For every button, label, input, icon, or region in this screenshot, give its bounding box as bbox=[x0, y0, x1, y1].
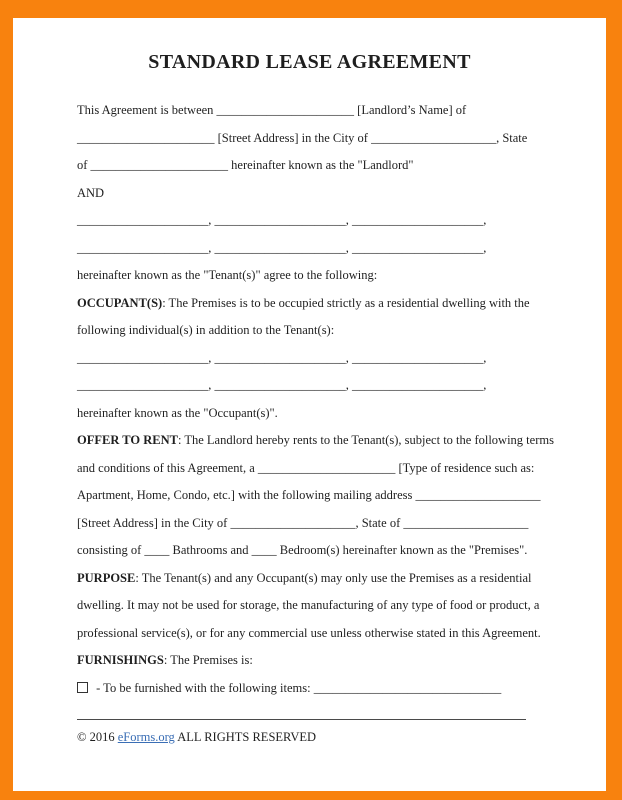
document-body bbox=[77, 97, 554, 702]
purpose-line-2: dwelling. It may not be used for storage, the manufacturing of any type of food or product, a bbox=[77, 598, 540, 612]
footer-divider bbox=[77, 719, 526, 720]
furnishings-option-label: - To be furnished with the following items: bbox=[93, 680, 314, 695]
furnishings-option-line bbox=[77, 675, 526, 703]
tenant-blanks-row-2: _____________________, _____________________, _____________________, bbox=[77, 240, 487, 255]
parties-line-2: ______________________ [Street Address] in the City of ____________________, State bbox=[77, 130, 528, 145]
document-page bbox=[13, 18, 606, 791]
offer-to-rent-line-2: and conditions of this Agreement, a ______________________ [Type of residence such as: bbox=[77, 460, 535, 475]
furnished-checkbox[interactable] bbox=[77, 682, 88, 693]
eforms-link[interactable]: eForms.org bbox=[117, 730, 175, 744]
occupants-heading-line: OCCUPANT(S): The Premises is to be occupied strictly as a residential dwelling with the bbox=[77, 295, 530, 310]
premises-line: consisting of ____ Bathrooms and ____ Bedroom(s) hereinafter known as the "Premises". bbox=[77, 543, 528, 557]
offer-to-rent-line-4: [Street Address] in the City of ____________________, State of ____________________ bbox=[77, 515, 529, 530]
offer-to-rent-heading-line: OFFER TO RENT: The Landlord hereby rents to the Tenant(s), subject to the following terms bbox=[77, 433, 554, 447]
purpose-line-3: professional service(s), or for any commercial use unless otherwise stated in this Agreement. bbox=[77, 625, 541, 640]
offer-to-rent-line-3: Apartment, Home, Condo, etc.] with the following mailing address ____________________ bbox=[77, 488, 541, 502]
occupant-clause-line: hereinafter known as the "Occupant(s)". bbox=[77, 405, 278, 420]
document-title: STANDARD LEASE AGREEMENT bbox=[148, 51, 471, 73]
parties-line-1: This Agreement is between ______________________ [Landlord’s Name] of bbox=[77, 103, 467, 117]
furnishings-items-blank: ______________________________ bbox=[313, 680, 502, 695]
parties-line-3: of ______________________ hereinafter known as the "Landlord" bbox=[77, 158, 414, 172]
tenant-clause-line: hereinafter known as the "Tenant(s)" agree to the following: bbox=[77, 268, 378, 282]
copyright-prefix: © 2016 bbox=[77, 730, 118, 744]
purpose-heading-line: PURPOSE: The Tenant(s) and any Occupant(s) may only use the Premises as a residential bbox=[77, 570, 532, 585]
and-separator: AND bbox=[77, 185, 105, 200]
copyright-suffix: ALL RIGHTS RESERVED bbox=[174, 730, 317, 744]
tenant-blanks-row-1: _____________________, _____________________, _____________________, bbox=[77, 213, 487, 227]
occupant-blanks-row-1: _____________________, _____________________, _____________________, bbox=[77, 350, 487, 365]
footer-copyright bbox=[77, 730, 526, 745]
furnishings-heading-line: FURNISHINGS: The Premises is: bbox=[77, 653, 253, 667]
occupant-blanks-row-2: _____________________, _____________________, _____________________, bbox=[77, 378, 487, 392]
occupants-line-2: following individual(s) in addition to the Tenant(s): bbox=[77, 323, 335, 337]
